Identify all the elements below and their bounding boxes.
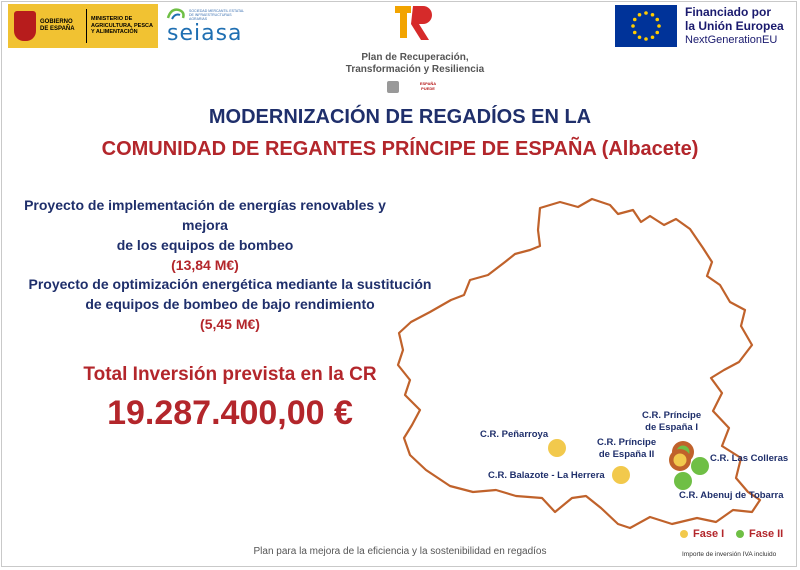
project-2	[10, 274, 450, 334]
title-line2: COMUNIDAD DE REGANTES PRÍNCIPE DE ESPAÑA (Albacete)	[101, 138, 699, 160]
label-principe-i-line1: C.R. Príncipe	[642, 410, 702, 421]
label-balazote: C.R. Balazote - La Herrera	[488, 470, 605, 481]
abenuj-tobarra-dot	[674, 472, 692, 490]
project-2-line2: de equipos de bombeo de bajo rendimiento	[85, 296, 375, 312]
project-2-amount: (5,45 M€)	[200, 316, 260, 332]
gobierno-text: GOBIERNO DE ESPAÑA	[40, 19, 75, 32]
label-penarroya: C.R. Peñarroya	[480, 429, 549, 440]
espana-puede-text: ESPAÑA PUEDE	[419, 81, 437, 91]
project-1-line2: de los equipos de bombeo	[116, 237, 294, 253]
plan-name-line2: Transformación y Resiliencia	[345, 64, 485, 75]
legend-fase-2-label: Fase II	[749, 528, 784, 540]
footer-text: Plan para la mejora de la eficiencia y la sostenibilidad en regadíos	[253, 546, 547, 557]
iva-note: Importe de inversión IVA incluido	[682, 551, 777, 558]
principe-espana-ii-dot	[674, 454, 687, 467]
label-principe-i-line2: de España I	[645, 422, 698, 433]
project-1	[10, 195, 400, 275]
project-1-amount: (13,84 M€)	[171, 257, 239, 273]
legend-fase-2	[736, 528, 783, 540]
title-line1: MODERNIZACIÓN DE REGADÍOS EN LA	[208, 106, 592, 128]
label-abenuj-tobarra: C.R. Abenuj de Tobarra	[679, 490, 784, 501]
las-colleras-dot	[691, 457, 709, 475]
seiasa-small-text: SOCIEDAD MERCANTIL ESTATAL DE INFRAESTRUCTURAS AGRARIAS	[189, 9, 244, 21]
label-principe-espana-ii	[597, 437, 656, 461]
label-las-colleras: C.R. Las Colleras	[710, 453, 789, 464]
fase-1-dot-icon	[680, 530, 688, 538]
ministry-text: MINISTERIO DE AGRICULTURA, PESCA Y ALIMENTACIÓN	[91, 16, 153, 36]
project-1-line1: Proyecto de implementación de energías renovables y mejora	[24, 197, 386, 233]
seiasa-wordmark: seiasa	[167, 21, 243, 46]
label-principe-ii-line2: de España II	[598, 449, 655, 460]
eu-line1: Financiado por	[685, 5, 772, 19]
label-principe-ii-line1: C.R. Príncipe	[597, 437, 657, 448]
total-investment-value: 19.287.400,00 €	[107, 394, 353, 432]
legend-fase-1-label: Fase I	[693, 528, 725, 540]
penarroya-dot	[548, 439, 566, 457]
eu-line2: la Unión Europea	[685, 19, 784, 33]
balazote-dot	[612, 466, 630, 484]
legend-fase-1	[680, 528, 724, 540]
fase-2-dot-icon	[736, 530, 744, 538]
total-investment-label: Total Inversión prevista en la CR	[83, 364, 377, 385]
label-principe-espana-i	[642, 410, 701, 434]
eu-line3: NextGenerationEU	[685, 34, 778, 46]
plan-name-line1: Plan de Recuperación,	[361, 52, 469, 63]
project-2-line1: Proyecto de optimización energética mediante la sustitución	[28, 276, 432, 292]
